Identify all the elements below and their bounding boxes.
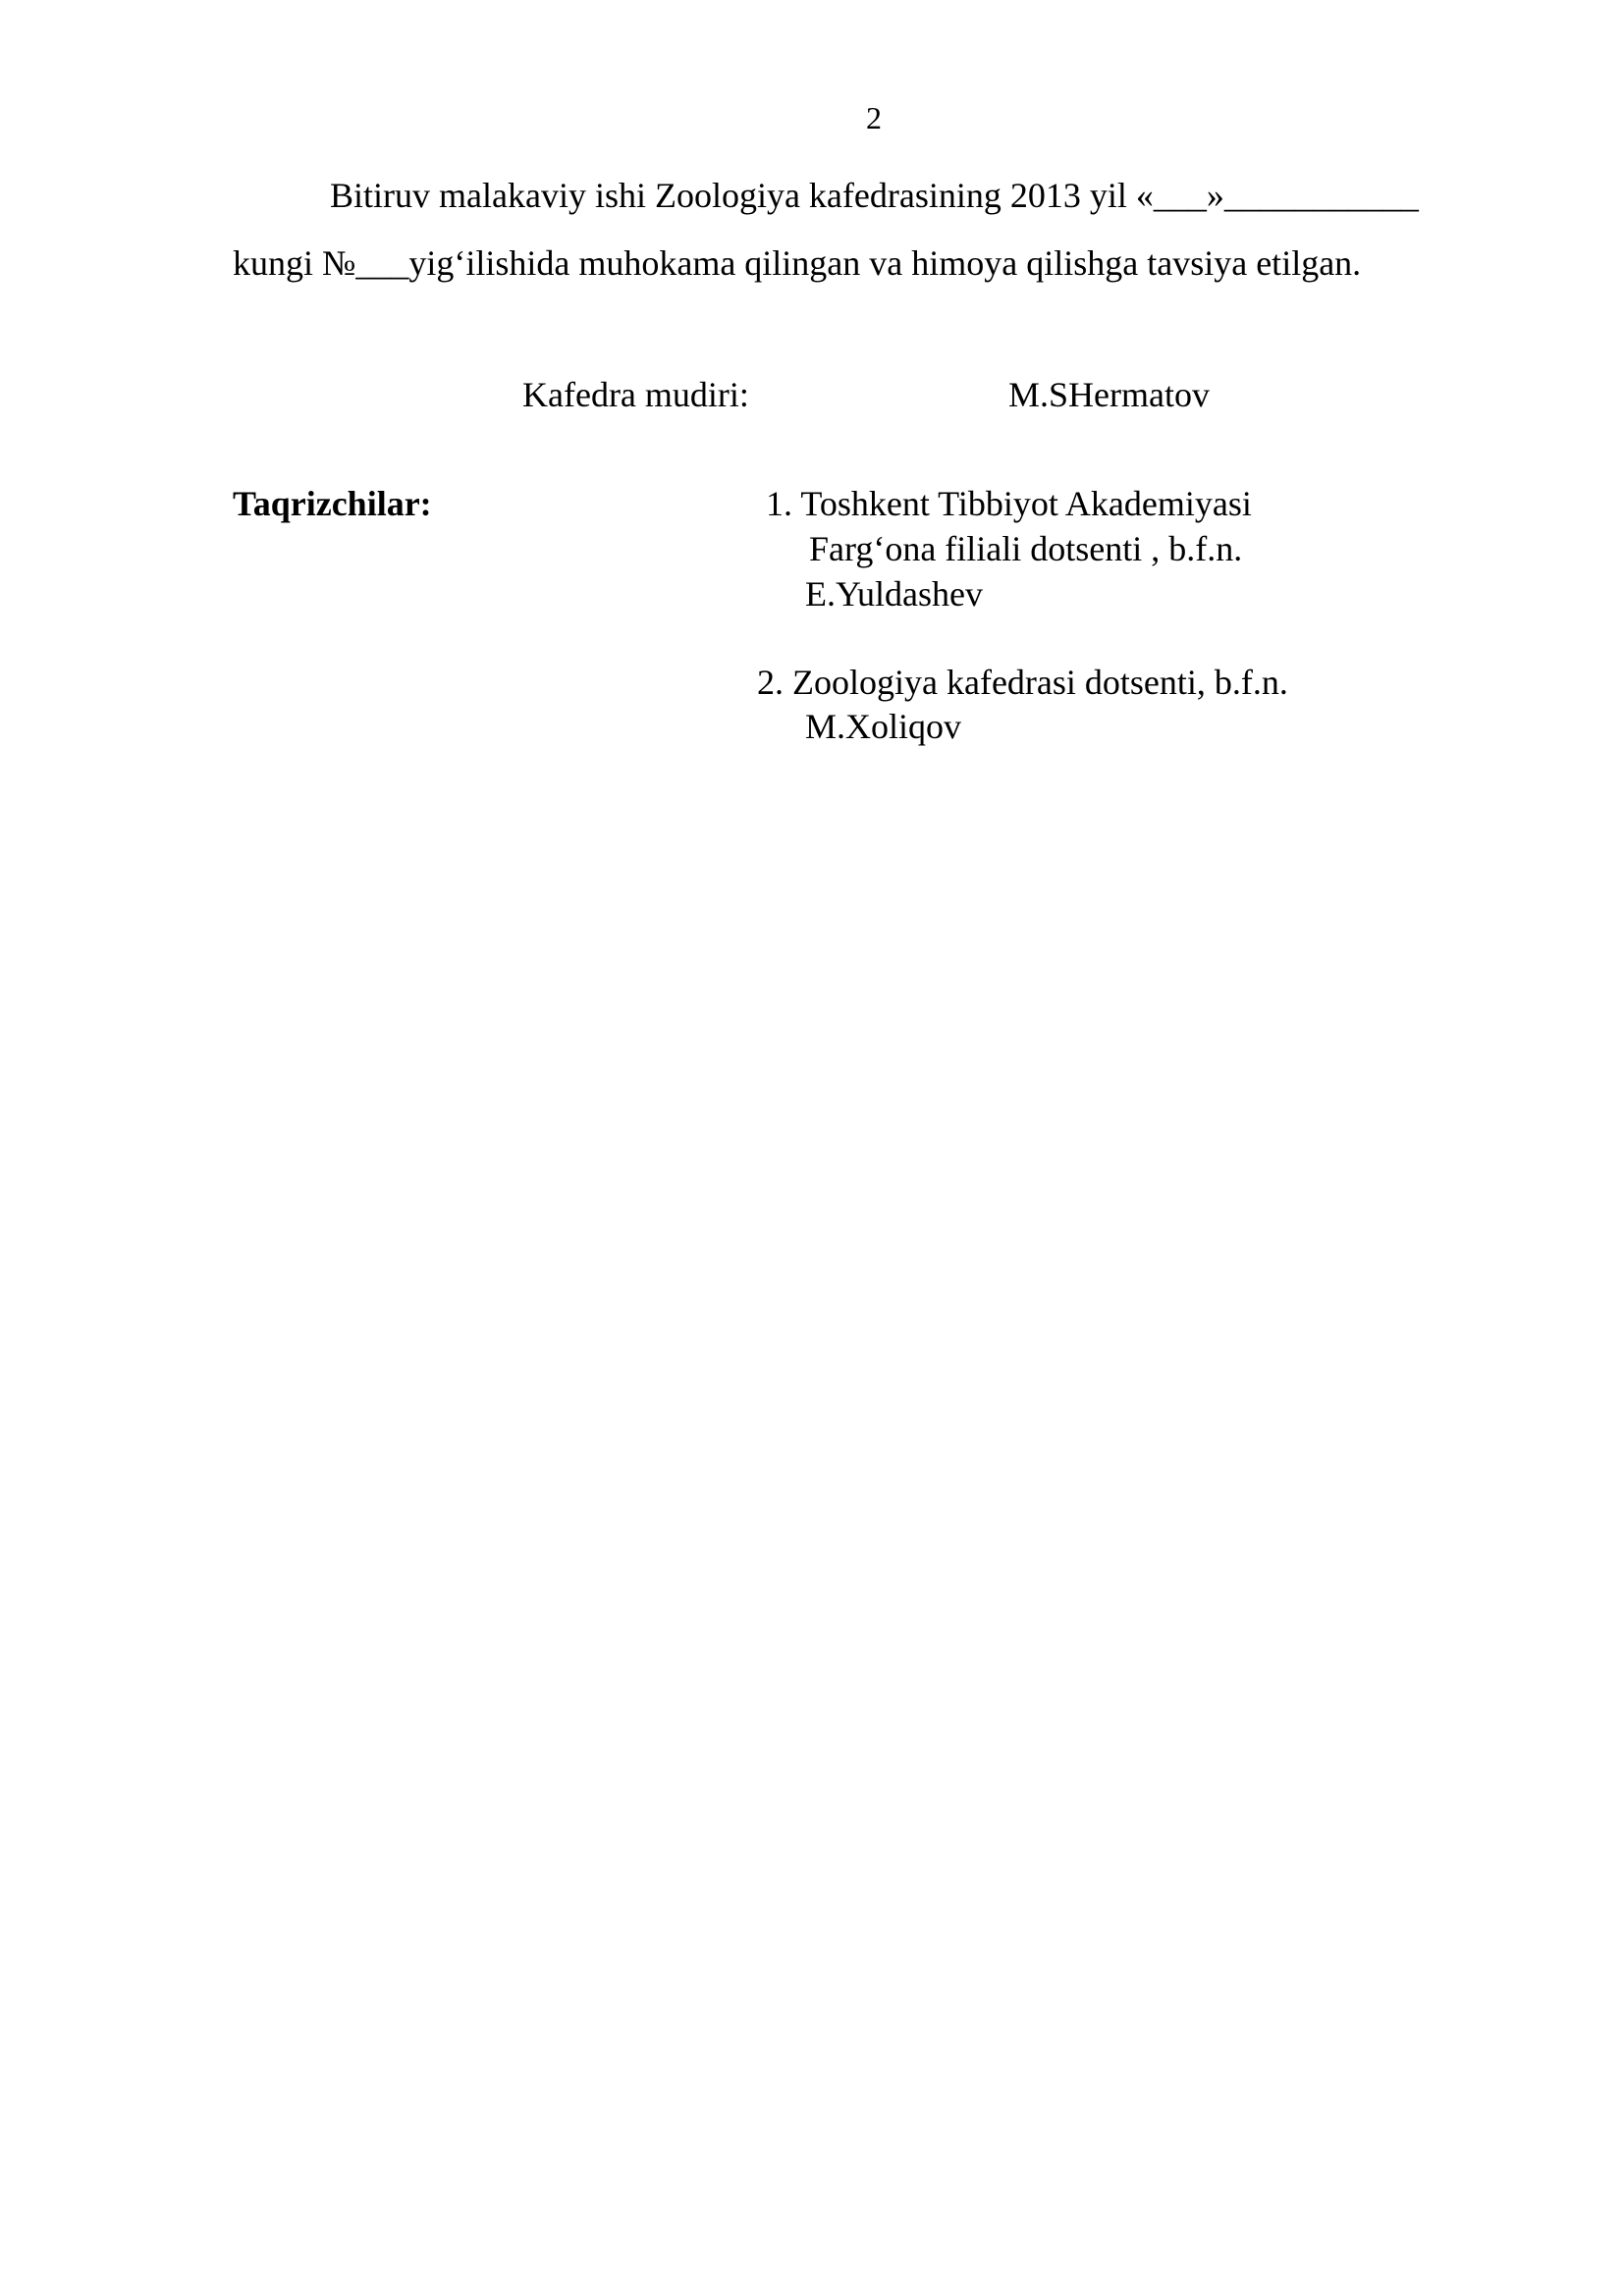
approval-paragraph-line-1: Bitiruv malakaviy ishi Zoologiya kafedrasining 2013 yil «___»___________ (330, 176, 1419, 215)
page-number: 2 (866, 100, 882, 135)
reviewer-1-line-2: Farg‘ona filiali dotsenti , b.f.n. (809, 529, 1243, 568)
department-head-name: M.SHermatov (1008, 375, 1210, 414)
reviewer-1-name: E.Yuldashev (805, 574, 983, 614)
approval-paragraph-line-2: kungi №___yig‘ilishida muhokama qilingan va himoya qilishga tavsiya etilgan. (233, 243, 1362, 283)
department-head-label: Kafedra mudiri: (522, 375, 749, 414)
reviewers-label: Taqrizchilar: (233, 484, 432, 523)
reviewer-1-line-1: 1. Toshkent Tibbiyot Akademiyasi (766, 484, 1252, 523)
reviewer-2-line-1: 2. Zoologiya kafedrasi dotsenti, b.f.n. (757, 663, 1288, 702)
reviewer-2-name: M.Xoliqov (805, 707, 962, 746)
